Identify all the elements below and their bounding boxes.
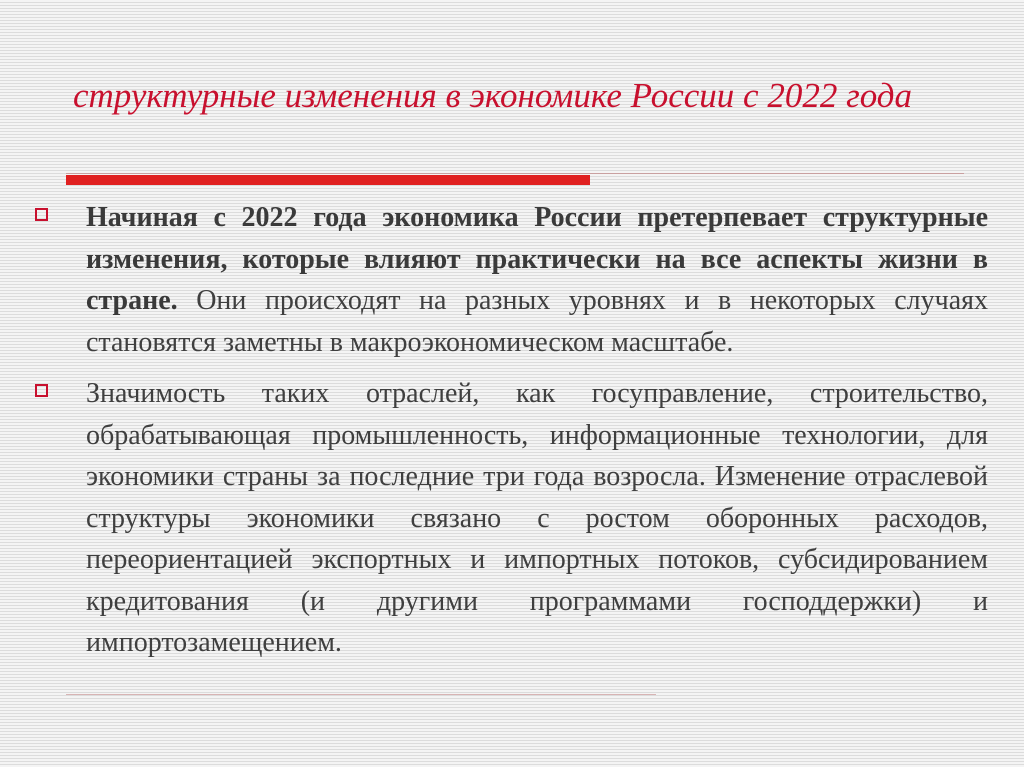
bullet-1-bold-text: Начиная с 2022 года экономика России претерпевает структурные изменения, которые влияют практически на все аспекты жизни в стране. [86,202,988,316]
title-underline-accent [66,175,590,185]
title-underline-thin [66,173,964,174]
bullet-item-2 [30,373,988,664]
slide-title: структурные изменения в экономике России с 2022 года [73,76,912,115]
bullet-item-1 [30,197,988,363]
bullet-1-text: Они происходят на разных уровнях и в некоторых случаях становятся заметны в макроэкономическом масштабе. [86,285,988,358]
hollow-square-bullet-icon [35,208,48,221]
bottom-divider [66,694,656,695]
bullet-2-text: Значимость таких отраслей, как госуправление, строительство, обрабатывающая промышленность, информационные технологии, для экономики страны за последние три года возросла. Изменение отраслевой структуры экономики связано с ростом оборонных расходов, переориентацией экспортных и импортных потоков, субсидированием кредитования (и другими программами господдержки) и импортозамещением. [86,378,988,658]
hollow-square-bullet-icon [35,384,48,397]
bullet-list [30,197,988,674]
